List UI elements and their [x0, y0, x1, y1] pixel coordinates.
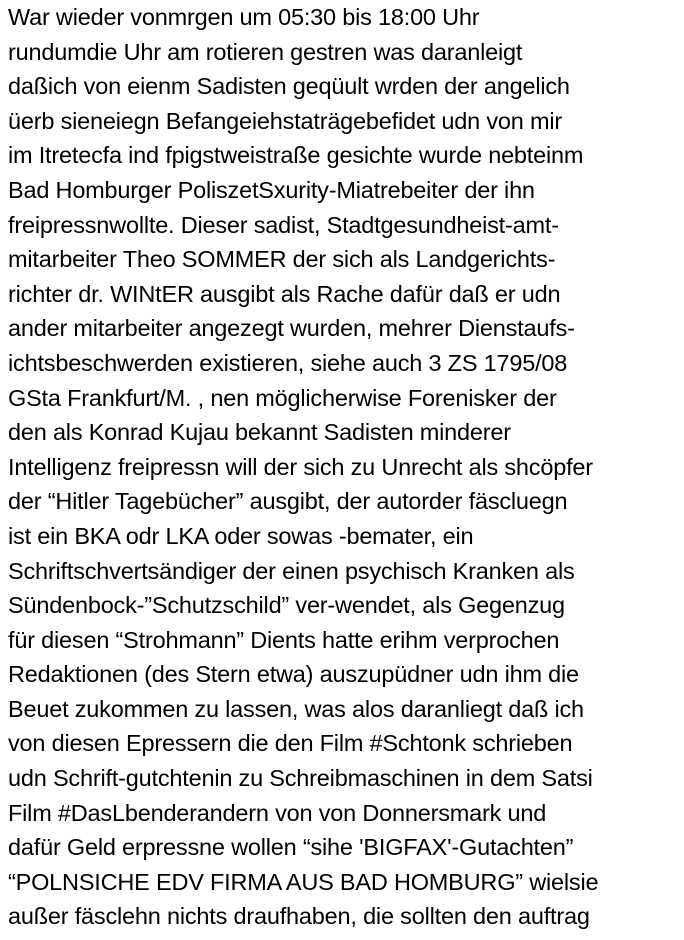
text-line-13: den als Konrad Kujau bekannt Sadisten minderer: [8, 419, 511, 446]
text-line-22: von diesen Epressern die den Film #Schtonk schrieben: [8, 730, 573, 757]
text-line-26: “POLNSICHE EDV FIRMA AUS BAD HOMBURG” wielsie: [8, 868, 599, 895]
body-text: [8, 0, 684, 934]
text-line-15: der “Hitler Tagebücher” ausgibt, der autorder fäscluegn: [8, 488, 568, 515]
text-line-12: GSta Frankfurt/M. , nen möglicherwise Forenisker der: [8, 384, 557, 411]
text-line-21: Beuet zukommen zu lassen, was alos daranliegt daß ich: [8, 695, 584, 722]
text-line-9: richter dr. WINtER ausgibt als Rache dafür daß er udn: [8, 280, 561, 307]
text-line-2: rundumdie Uhr am rotieren gestren was daranleigt: [8, 38, 523, 65]
text-line-18: Sündenbock-”Schutzschild” ver-wendet, als Gegenzug: [8, 592, 565, 619]
text-line-27: außer fäsclehn nichts draufhaben, die sollten den auftrag: [8, 903, 590, 930]
text-line-20: Redaktionen (des Stern etwa) auszupüdner udn ihm die: [8, 661, 579, 688]
text-line-16: ist ein BKA odr LKA oder sowas -bemater, ein: [8, 522, 474, 549]
text-line-19: für diesen “Strohmann” Dients hatte erihm verprochen: [8, 626, 560, 653]
text-line-23: udn Schrift-gutchtenin zu Schreibmaschinen in dem Satsi: [8, 765, 593, 792]
text-line-17: Schriftschvertsändiger der einen psychisch Kranken als: [8, 557, 575, 584]
text-line-6: Bad Homburger PoliszetSxurity-Miatrebeiter der ihn: [8, 176, 535, 203]
text-line-10: ander mitarbeiter angezegt wurden, mehrer Dienstaufs-: [8, 315, 575, 342]
text-line-24: Film #DasLbenderandern von von Donnersmark und: [8, 799, 547, 826]
text-line-3: daßich von eienm Sadisten geqüult wrden der angelich: [8, 73, 570, 100]
text-line-4: üerb sieneiegn Befangeiehstaträgebefidet udn von mir: [8, 107, 562, 134]
text-line-1: War wieder vonmrgen um 05:30 bis 18:00 Uhr: [8, 4, 480, 30]
text-line-8: mitarbeiter Theo SOMMER der sich als Landgerichts-: [8, 246, 556, 273]
text-line-7: freipressnwollte. Dieser sadist, Stadtgesundheist-amt-: [8, 211, 559, 238]
text-line-14: Intelligenz freipressn will der sich zu Unrecht als shcöpfer: [8, 453, 593, 480]
text-line-11: ichtsbeschwerden existieren, siehe auch 3 ZS 1795/08: [8, 349, 568, 376]
text-line-25: dafür Geld erpressne wollen “sihe 'BIGFAX'-Gutachten”: [8, 834, 574, 861]
text-line-5: im Itretecfa ind fpigstweistraße gesichte wurde nebteinm: [8, 142, 584, 169]
